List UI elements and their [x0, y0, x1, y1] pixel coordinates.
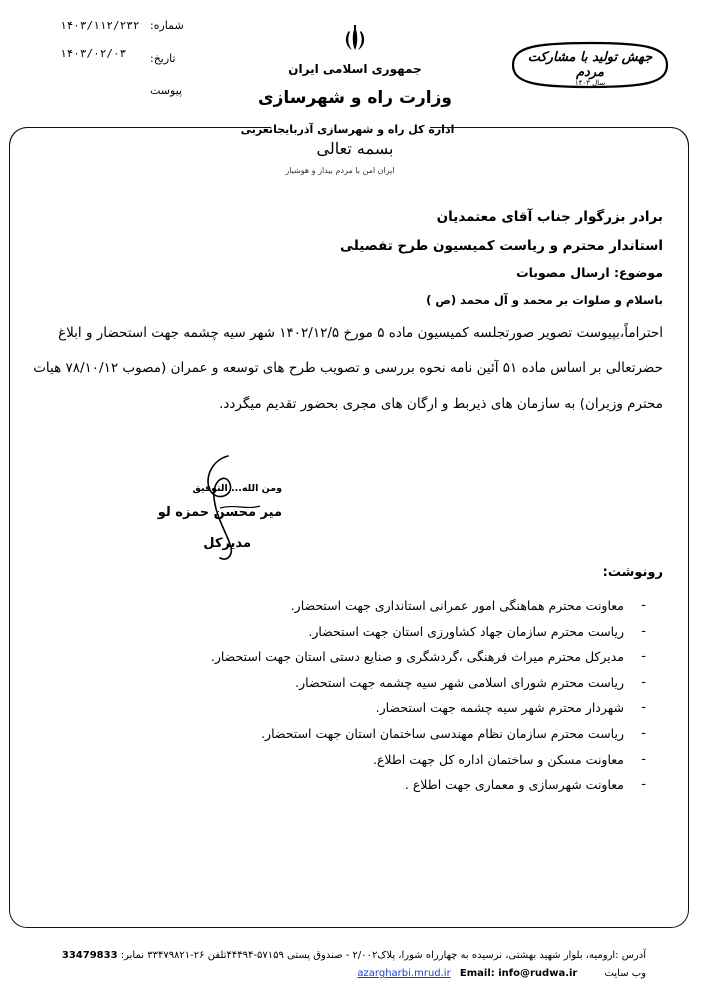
cc-item-bullet: - [641, 700, 646, 715]
campaign-logo [505, 35, 675, 95]
cc-heading: رونوشت: [602, 565, 663, 580]
number-value: ۱۴۰۳/۱۱۲/۲۳۲ [60, 19, 140, 32]
cc-item [46, 700, 646, 720]
ministry-title: وزارت راه و شهرسازی [257, 88, 452, 108]
signature-closing: ومن الله... التوفیق [192, 483, 282, 494]
directorate-title: اداره کل راه و شهرسازی آذربایجانغربی [240, 123, 455, 136]
cc-item [46, 675, 646, 695]
slogan-text: ایران امن با مردم بیدار و هوشیار [285, 166, 395, 175]
cc-item-bullet: - [641, 624, 646, 639]
attachment-label: پیوست [150, 84, 183, 97]
cc-item-text: مدیرکل محترم میراث فرهنگی ،گردشگری و صنایع دستی استان جهت استحضار. [210, 649, 624, 664]
number-label: شماره: [150, 19, 184, 32]
cc-item [46, 777, 646, 797]
cc-item-bullet: - [641, 598, 646, 613]
cc-item-text: ریاست محترم سازمان نظام مهندسی ساختمان استان جهت استحضار. [261, 726, 624, 741]
cc-item [46, 752, 646, 772]
cc-item-text: معاونت محترم هماهنگی امور عمرانی استانداری جهت استحضار. [290, 598, 624, 613]
cc-item-text: ریاست محترم سازمان جهاد کشاورزی استان جهت استحضار. [308, 624, 624, 639]
cc-item-bullet: - [641, 726, 646, 741]
footer-address [62, 950, 646, 961]
body-line-3: محترم وزیران) به سازمان های ذیربط و ارگان های مجری بحضور تقدیم میگردد. [219, 396, 663, 412]
signatory-name: میر محسن حمزه لو [157, 505, 282, 520]
cc-item-bullet: - [641, 777, 646, 792]
cc-item-text: ریاست محترم شورای اسلامی شهر سیه چشمه جهت استحضار. [295, 675, 624, 690]
bismillah-text: بسمه تعالی [316, 139, 394, 158]
cc-item [46, 649, 646, 669]
footer-address-text: آدرس :ارومیه، بلوار شهید بهشتی، نرسیده به چهارراه شورا، پلاک۲/۰۰۲ - صندوق پستی ۵۷۱۵۹-۴۴۴۹۴تلفن ۲۶-۳۳۴۷۹۸۲۱ نمابر: [120, 950, 646, 961]
body-line-1: احتراماً،بپیوست تصویر صورتجلسه کمیسیون ماده ۵ مورخ ۱۴۰۲/۱۲/۵ شهر سیه چشمه جهت استحضار و ابلاغ [58, 325, 663, 341]
subject-line: موضوع: ارسال مصوبات [516, 265, 663, 280]
cc-item-bullet: - [641, 752, 646, 767]
cc-item-text: شهردار محترم شهر سیه چشمه جهت استحضار. [375, 700, 624, 715]
salutation-line: باسلام و صلوات بر محمد و آل محمد (ص ) [426, 293, 663, 307]
iran-emblem-icon [340, 24, 370, 54]
cc-item [46, 726, 646, 746]
recipient-line-1: برادر بزرگوار جناب آقای معتمدیان [436, 209, 663, 225]
email-link[interactable]: Email: info@rudwa.ir [459, 968, 578, 979]
letter-frame-corner-left [9, 127, 271, 157]
campaign-logo-text: جهش تولید با مشارکت مردم [527, 50, 653, 80]
website-label: وب سایت [604, 968, 646, 979]
signatory-title: مدیرکل [203, 536, 251, 551]
cc-item-text: معاونت شهرسازی و معماری جهت اطلاع . [404, 777, 624, 792]
recipient-line-2: استاندار محترم و ریاست کمیسیون طرح تفصیلی [340, 238, 663, 254]
website-link[interactable]: azargharbi.mrud.ir [357, 968, 451, 979]
letter-frame-corner-right [430, 127, 689, 157]
date-label: تاریخ: [150, 52, 176, 65]
cc-item [46, 624, 646, 644]
date-value: ۱۴۰۳/۰۲/۰۳ [60, 47, 127, 60]
republic-title: جمهوری اسلامی ایران [288, 62, 422, 76]
cc-item [46, 598, 646, 618]
campaign-logo-year: سال ۱۴۰۳ [574, 79, 606, 87]
cc-item-bullet: - [641, 675, 646, 690]
footer-fax: 33479833 [61, 950, 118, 961]
footer-web [357, 968, 646, 979]
body-line-2: حضرتعالی بر اساس ماده ۵۱ آئین نامه نحوه بررسی و تصویب طرح های توسعه و عمران (مصوب ۷۸/۱۰/۱۲ هیات [33, 360, 663, 376]
cc-item-bullet: - [641, 649, 646, 664]
cc-item-text: معاونت مسکن و ساختمان اداره کل جهت اطلاع. [372, 752, 624, 767]
